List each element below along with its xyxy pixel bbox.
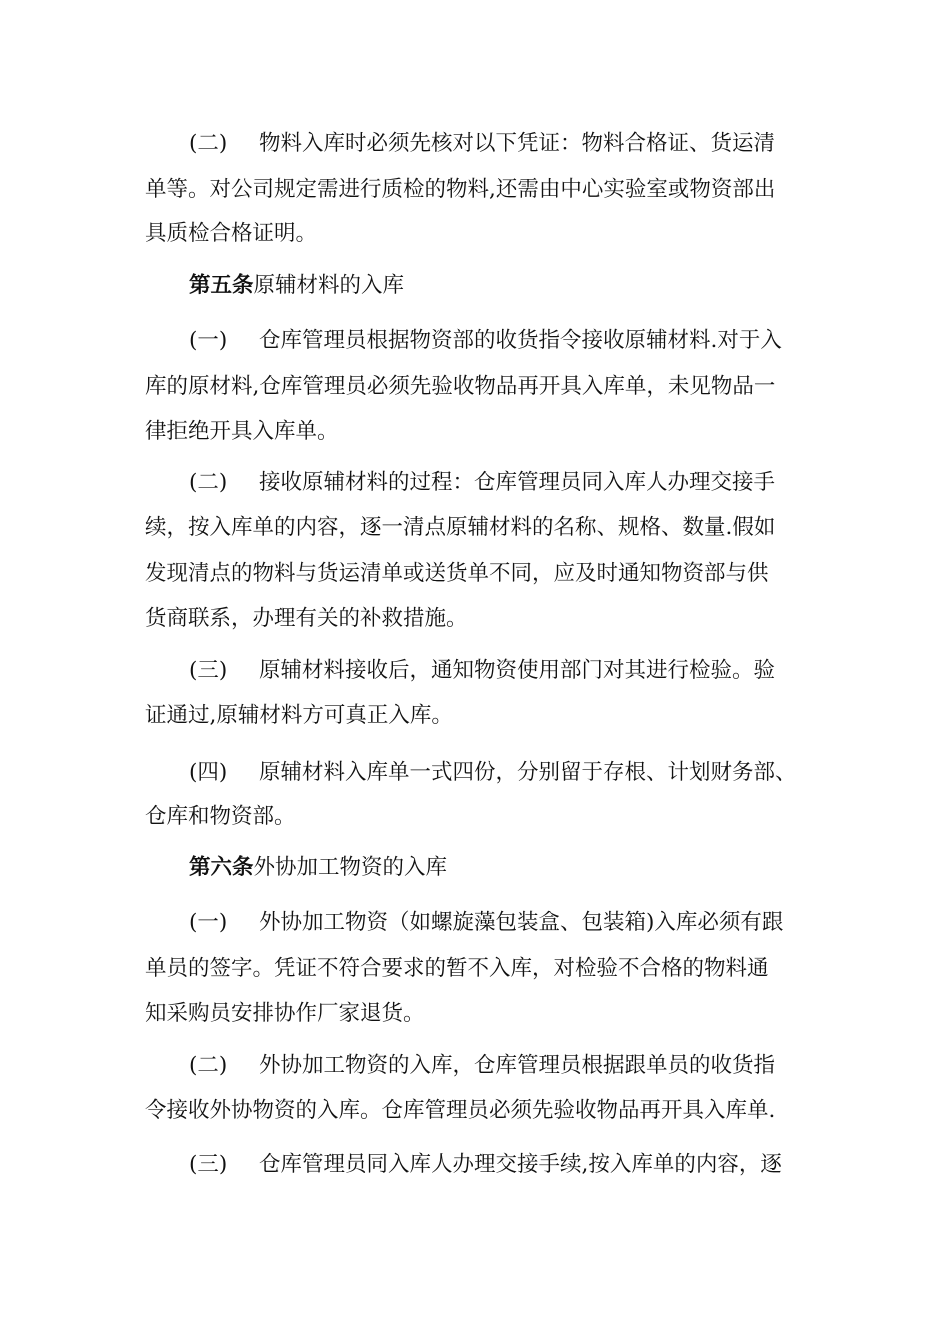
article-number: 第五条 <box>189 273 254 298</box>
item-text: 原辅材料入库单一式四份，分别留于存根、计划财务部、 <box>259 760 797 785</box>
paragraph-line <box>189 468 775 498</box>
paragraph-line <box>189 129 775 159</box>
paragraph-line: 证通过,原辅材料方可真正入库。 <box>145 703 453 728</box>
article-heading <box>189 853 447 883</box>
item-text: 原辅材料接收后，通知物资使用部门对其进行检验。验 <box>259 658 776 683</box>
paragraph-line <box>189 1150 782 1180</box>
paragraph-line: 单等。对公司规定需进行质检的物料,还需由中心实验室或物资部出 <box>145 177 776 202</box>
item-number: (一) <box>189 328 228 353</box>
item-text: 物料入库时必须先核对以下凭证：物料合格证、货运清 <box>259 131 776 156</box>
item-number: (一) <box>189 910 228 935</box>
item-number: (二) <box>189 470 228 495</box>
item-text: 接收原辅材料的过程：仓库管理员同入库人办理交接手 <box>259 470 776 495</box>
item-text: 仓库管理员同入库人办理交接手续,按入库单的内容，逐 <box>259 1152 782 1177</box>
paragraph-line <box>189 326 782 356</box>
item-number: (二) <box>189 1053 228 1078</box>
article-number: 第六条 <box>189 855 254 880</box>
paragraph-line: 发现清点的物料与货运清单或送货单不同，应及时通知物资部与供 <box>145 561 769 586</box>
paragraph-line <box>189 656 775 686</box>
paragraph-line: 具质检合格证明。 <box>145 221 318 246</box>
item-text: 外协加工物资的入库，仓库管理员根据跟单员的收货指 <box>259 1053 776 1078</box>
paragraph-line <box>189 1051 775 1081</box>
item-number: (二) <box>189 131 228 156</box>
article-heading <box>189 271 404 301</box>
item-text: 外协加工物资（如螺旋藻包装盒、包装箱)入库必须有跟 <box>259 910 784 935</box>
article-title: 原辅材料的入库 <box>253 273 405 298</box>
paragraph-line <box>189 908 783 938</box>
paragraph-line: 仓库和物资部。 <box>145 804 296 829</box>
paragraph-line: 续，按入库单的内容，逐一清点原辅材料的名称、规格、数量.假如 <box>145 515 776 540</box>
item-number: (三) <box>189 658 228 683</box>
paragraph-line: 库的原材料,仓库管理员必须先验收物品再开具入库单，未见物品一 <box>145 374 776 399</box>
article-title: 外协加工物资的入库 <box>253 855 448 880</box>
item-number: (四) <box>189 760 228 785</box>
paragraph-line <box>189 758 797 788</box>
paragraph-line: 知采购员安排协作厂家退货。 <box>145 1001 425 1026</box>
paragraph-line: 单员的签字。凭证不符合要求的暂不入库，对检验不合格的物料通 <box>145 956 769 981</box>
item-text: 仓库管理员根据物资部的收货指令接收原辅材料.对于入 <box>259 328 782 353</box>
paragraph-line: 律拒绝开具入库单。 <box>145 419 339 444</box>
item-number: (三) <box>189 1152 228 1177</box>
paragraph-line: 货商联系，办理有关的补救措施。 <box>145 606 468 631</box>
paragraph-line: 令接收外协物资的入库。仓库管理员必须先验收物品再开具入库单. <box>145 1098 776 1123</box>
